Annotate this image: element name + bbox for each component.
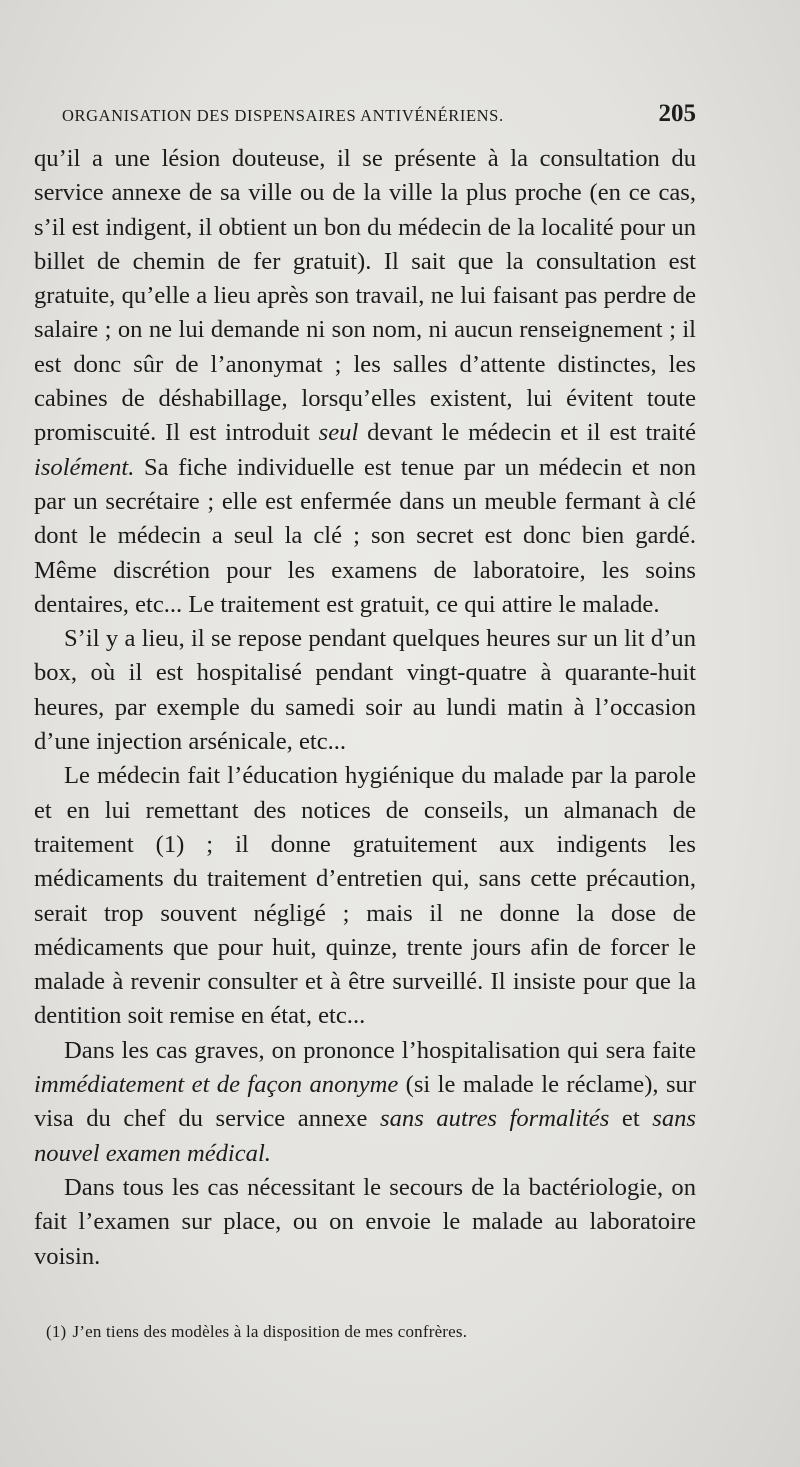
paragraph-text: devant le médecin et il est traité [358, 419, 696, 447]
paragraph [34, 142, 696, 622]
paragraph [34, 759, 696, 1033]
paragraph-text: Dans les cas graves, on prononce l’hospitalisation qui sera faite [64, 1036, 696, 1064]
italic-text: immédiatement et de façon anonyme [34, 1071, 399, 1099]
italic-text: sans autres formalités [380, 1105, 610, 1133]
paragraph [34, 1171, 696, 1274]
page-number: 205 [658, 100, 696, 127]
paragraph [34, 622, 696, 759]
paragraph-text: S’il y a lieu, il se repose pendant quelques heures sur un lit d’un box, où il est hospitalisé pendant vingt-quatre à quarante-huit heures, par exemple du samedi soir au lundi matin à l’occasion d’une injection arsénicale, etc... [34, 625, 696, 756]
paragraph [34, 1034, 696, 1171]
footnote-text: J’en tiens des modèles à la disposition de mes confrères. [72, 1322, 468, 1341]
running-head [62, 100, 696, 132]
paragraph-text: et [609, 1105, 653, 1133]
italic-text: sans nouvel examen médical. [34, 1105, 697, 1167]
footnote-marker: (1) [46, 1322, 67, 1341]
paragraph-text: Dans tous les cas nécessitant le secours de la bactériologie, on fait l’examen sur place, ou on envoie le malade au laboratoire voisin. [34, 1173, 696, 1270]
italic-text: isolément. [34, 453, 135, 481]
body-text [34, 142, 696, 1274]
italic-text: seul [318, 419, 359, 447]
paragraph-text: Sa fiche individuelle est tenue par un médecin et non par un secrétaire ; elle est enfermée dans un meuble fermant à clé dont le médecin a seul la clé ; son secret est donc bien gardé. Même discrétion pour les examens de laboratoire, les soins dentaires, etc... Le traitement est gratuit, ce qui attire le malade. [34, 453, 696, 618]
paragraph-text: qu’il a une lésion douteuse, il se présente à la consultation du service annexe de sa ville ou de la ville la plus proche (en ce cas, s’il est indigent, il obtient un bon du médecin de la localité pour un billet de chemin de fer gratuit). Il sait que la consultation est gratuite, qu’elle a lieu après son travail, ne lui faisant pas perdre de salaire ; on ne lui demande ni son nom, ni aucun renseignement ; il est donc sûr de l’anonymat ; les salles d’attente distinctes, les cabines de déshabillage, lorsqu’elles existent, lui évitent toute promiscuité. Il est introduit [34, 145, 696, 447]
footnote [46, 1322, 686, 1342]
paragraph-text: (si le malade le réclame), sur visa du chef du service annexe [34, 1071, 697, 1133]
running-title: ORGANISATION DES DISPENSAIRES ANTIVÉNÉRIENS. [62, 106, 504, 125]
paragraph-text: Le médecin fait l’éducation hygiénique du malade par la parole et en lui remettant des notices de conseils, un almanach de traitement (1) ; il donne gratuitement aux indigents les médicaments du traitement d’entretien qui, sans cette précaution, serait trop souvent négligé ; mais il ne donne la dose de médicaments que pour huit, quinze, trente jours afin de forcer le malade à revenir consulter et à être surveillé. Il insiste pour que la dentition soit remise en état, etc... [34, 762, 696, 1030]
